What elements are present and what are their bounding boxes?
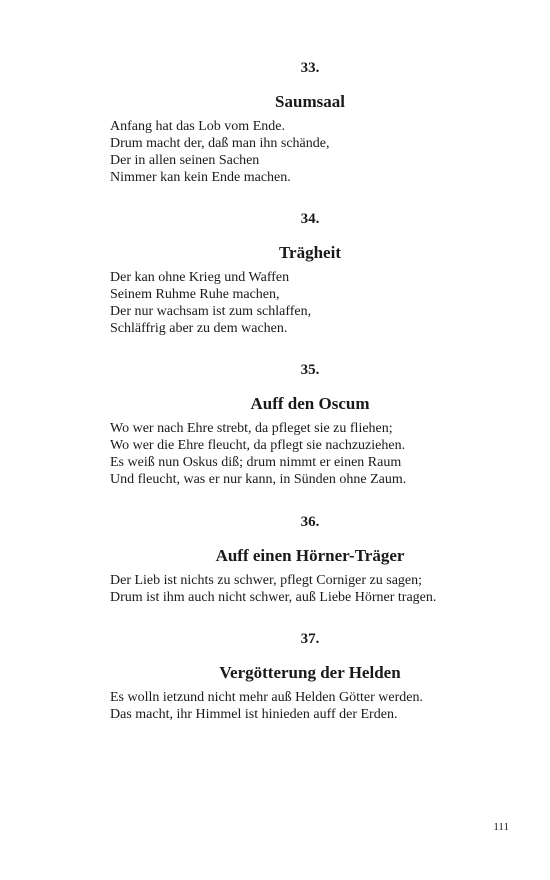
poem-33 — [110, 58, 510, 186]
poem-lines — [110, 572, 510, 606]
poem-number: 36. — [300, 514, 320, 530]
poem-line: Der in allen seinen Sachen — [110, 153, 260, 168]
poem-line: Drum macht der, daß man ihn schände, — [110, 136, 330, 151]
poem-number: 35. — [300, 362, 320, 378]
poem-line: Der kan ohne Krieg und Waffen — [110, 270, 290, 285]
poem-line: Nimmer kan kein Ende machen. — [110, 170, 291, 185]
poem-lines — [110, 420, 510, 488]
poem-line: Anfang hat das Lob vom Ende. — [110, 119, 285, 134]
poem-35 — [110, 360, 510, 488]
poem-lines — [110, 269, 510, 337]
poem-lines — [110, 118, 510, 186]
poem-title: Auff den Oscum — [250, 394, 370, 413]
poem-line: Seinem Ruhme Ruhe machen, — [110, 287, 280, 302]
poem-36 — [110, 512, 510, 606]
poem-line: Wo wer die Ehre fleucht, da pflegt sie nachzuziehen. — [110, 438, 406, 453]
page-number: 111 — [493, 821, 509, 833]
poem-line: Und fleucht, was er nur kann, in Sünden ohne Zaum. — [110, 472, 407, 487]
poem-title: Vergötterung der Helden — [219, 663, 401, 682]
poem-line: Der nur wachsam ist zum schlaffen, — [110, 304, 312, 319]
poem-number: 33. — [300, 60, 320, 76]
poem-line: Das macht, ihr Himmel ist hinieden auff der Erden. — [110, 707, 398, 722]
poem-line: Schläffrig aber zu dem wachen. — [110, 321, 288, 336]
poem-title: Trägheit — [278, 243, 341, 262]
poem-line: Drum ist ihm auch nicht schwer, auß Liebe Hörner tragen. — [110, 590, 437, 605]
poem-37 — [110, 629, 510, 723]
poem-line: Es weiß nun Oskus diß; drum nimmt er einen Raum — [110, 455, 402, 470]
poem-line: Der Lieb ist nichts zu schwer, pflegt Corniger zu sagen; — [110, 573, 423, 588]
poem-title: Auff einen Hörner-Träger — [215, 546, 405, 565]
poem-title: Saumsaal — [275, 92, 345, 111]
poem-line: Wo wer nach Ehre strebt, da pfleget sie zu fliehen; — [110, 421, 393, 436]
poem-number: 34. — [300, 211, 320, 227]
poem-lines — [110, 689, 510, 723]
poem-line: Es wolln ietzund nicht mehr auß Helden Götter werden. — [110, 690, 423, 705]
poem-number: 37. — [300, 631, 320, 647]
poem-34 — [110, 209, 510, 337]
